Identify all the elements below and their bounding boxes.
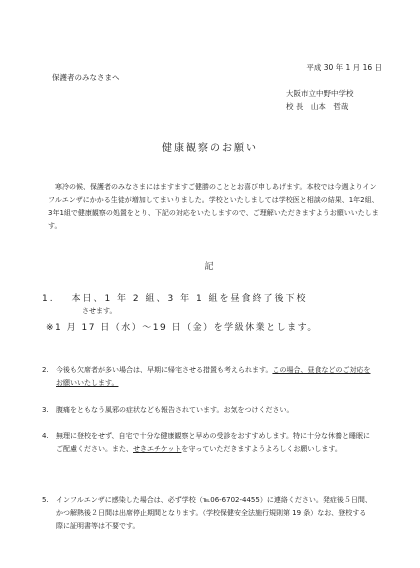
ki-heading: 記 (204, 262, 216, 272)
item-5 (42, 494, 372, 533)
item-1-continuation: させます。 (82, 307, 117, 315)
principal-name: 校 長 山本 哲哉 (286, 102, 349, 111)
item-1-main (42, 291, 308, 304)
item-1-note: ※1 月 17 日（水）～19 日（金）を学級休業とします。 (46, 323, 318, 333)
item-4-number: 4. (42, 432, 49, 440)
item-5-number: 5. (42, 496, 49, 504)
document-date: 平成 30 年 1 月 16 日 (306, 63, 382, 72)
item-4-text-b: を守っていただきますようよろしくお願いします。 (181, 445, 342, 453)
intro-text: 寒冷の候、保護者のみなさまにはますますご健勝のこととお喜び申しあげます。本校では今週よりインフルエンザにかかる生徒が増加してまいりました。学校といたしましては学校医と相談の結果、1年2組、3年1組で健康観察の処置をとり、下記の対応をいたしますので、ご理解いただきますようお願いいたします。 (48, 183, 379, 230)
item-4-text-a: 無理に登校をせず、自宅で十分な健康観察と早めの受診をおすすめします。特に十分な休養と睡眠にご配慮ください。また、 (56, 432, 370, 453)
document-title: 健康観察のお願い (162, 143, 258, 154)
item-4-text (56, 430, 372, 456)
item-4-underlined: せきエチケット (133, 445, 182, 453)
item-3-number: 3. (42, 406, 49, 414)
item-4 (42, 430, 372, 456)
item-2-number: 2. (42, 366, 49, 374)
item-5-text: インフルエンザに感染した場合は、必ず学校（℡06-6702-4455）に連絡ください。発症後５日間、かつ解熱後２日間は出席停止期間となります。（学校保健安全法施行規則第 19 条）なお、登校する際に証明書等は不要です。 (56, 496, 372, 530)
item-2 (42, 364, 372, 390)
item-2-text (56, 364, 372, 390)
item-3-text: 腹痛をともなう風邪の症状なども報告されています。お気をつけください。 (56, 406, 294, 414)
item-2-underlined: この場合、昼食などのご対応をお願いいたします。 (56, 366, 371, 387)
item-2-text-a: 今後も欠席者が多い場合は、早期に帰宅させる措置も考えられます。 (56, 366, 273, 374)
item-1-number: 1. (42, 294, 55, 304)
school-name: 大阪市立中野中学校 (286, 89, 354, 98)
item-3 (42, 404, 372, 417)
addressee: 保護者のみなさまへ (52, 73, 120, 82)
item-1-main-text: 本日、1 年 2 組、3 年 1 組を昼食終了後下校 (71, 294, 308, 304)
intro-paragraph (48, 181, 382, 233)
